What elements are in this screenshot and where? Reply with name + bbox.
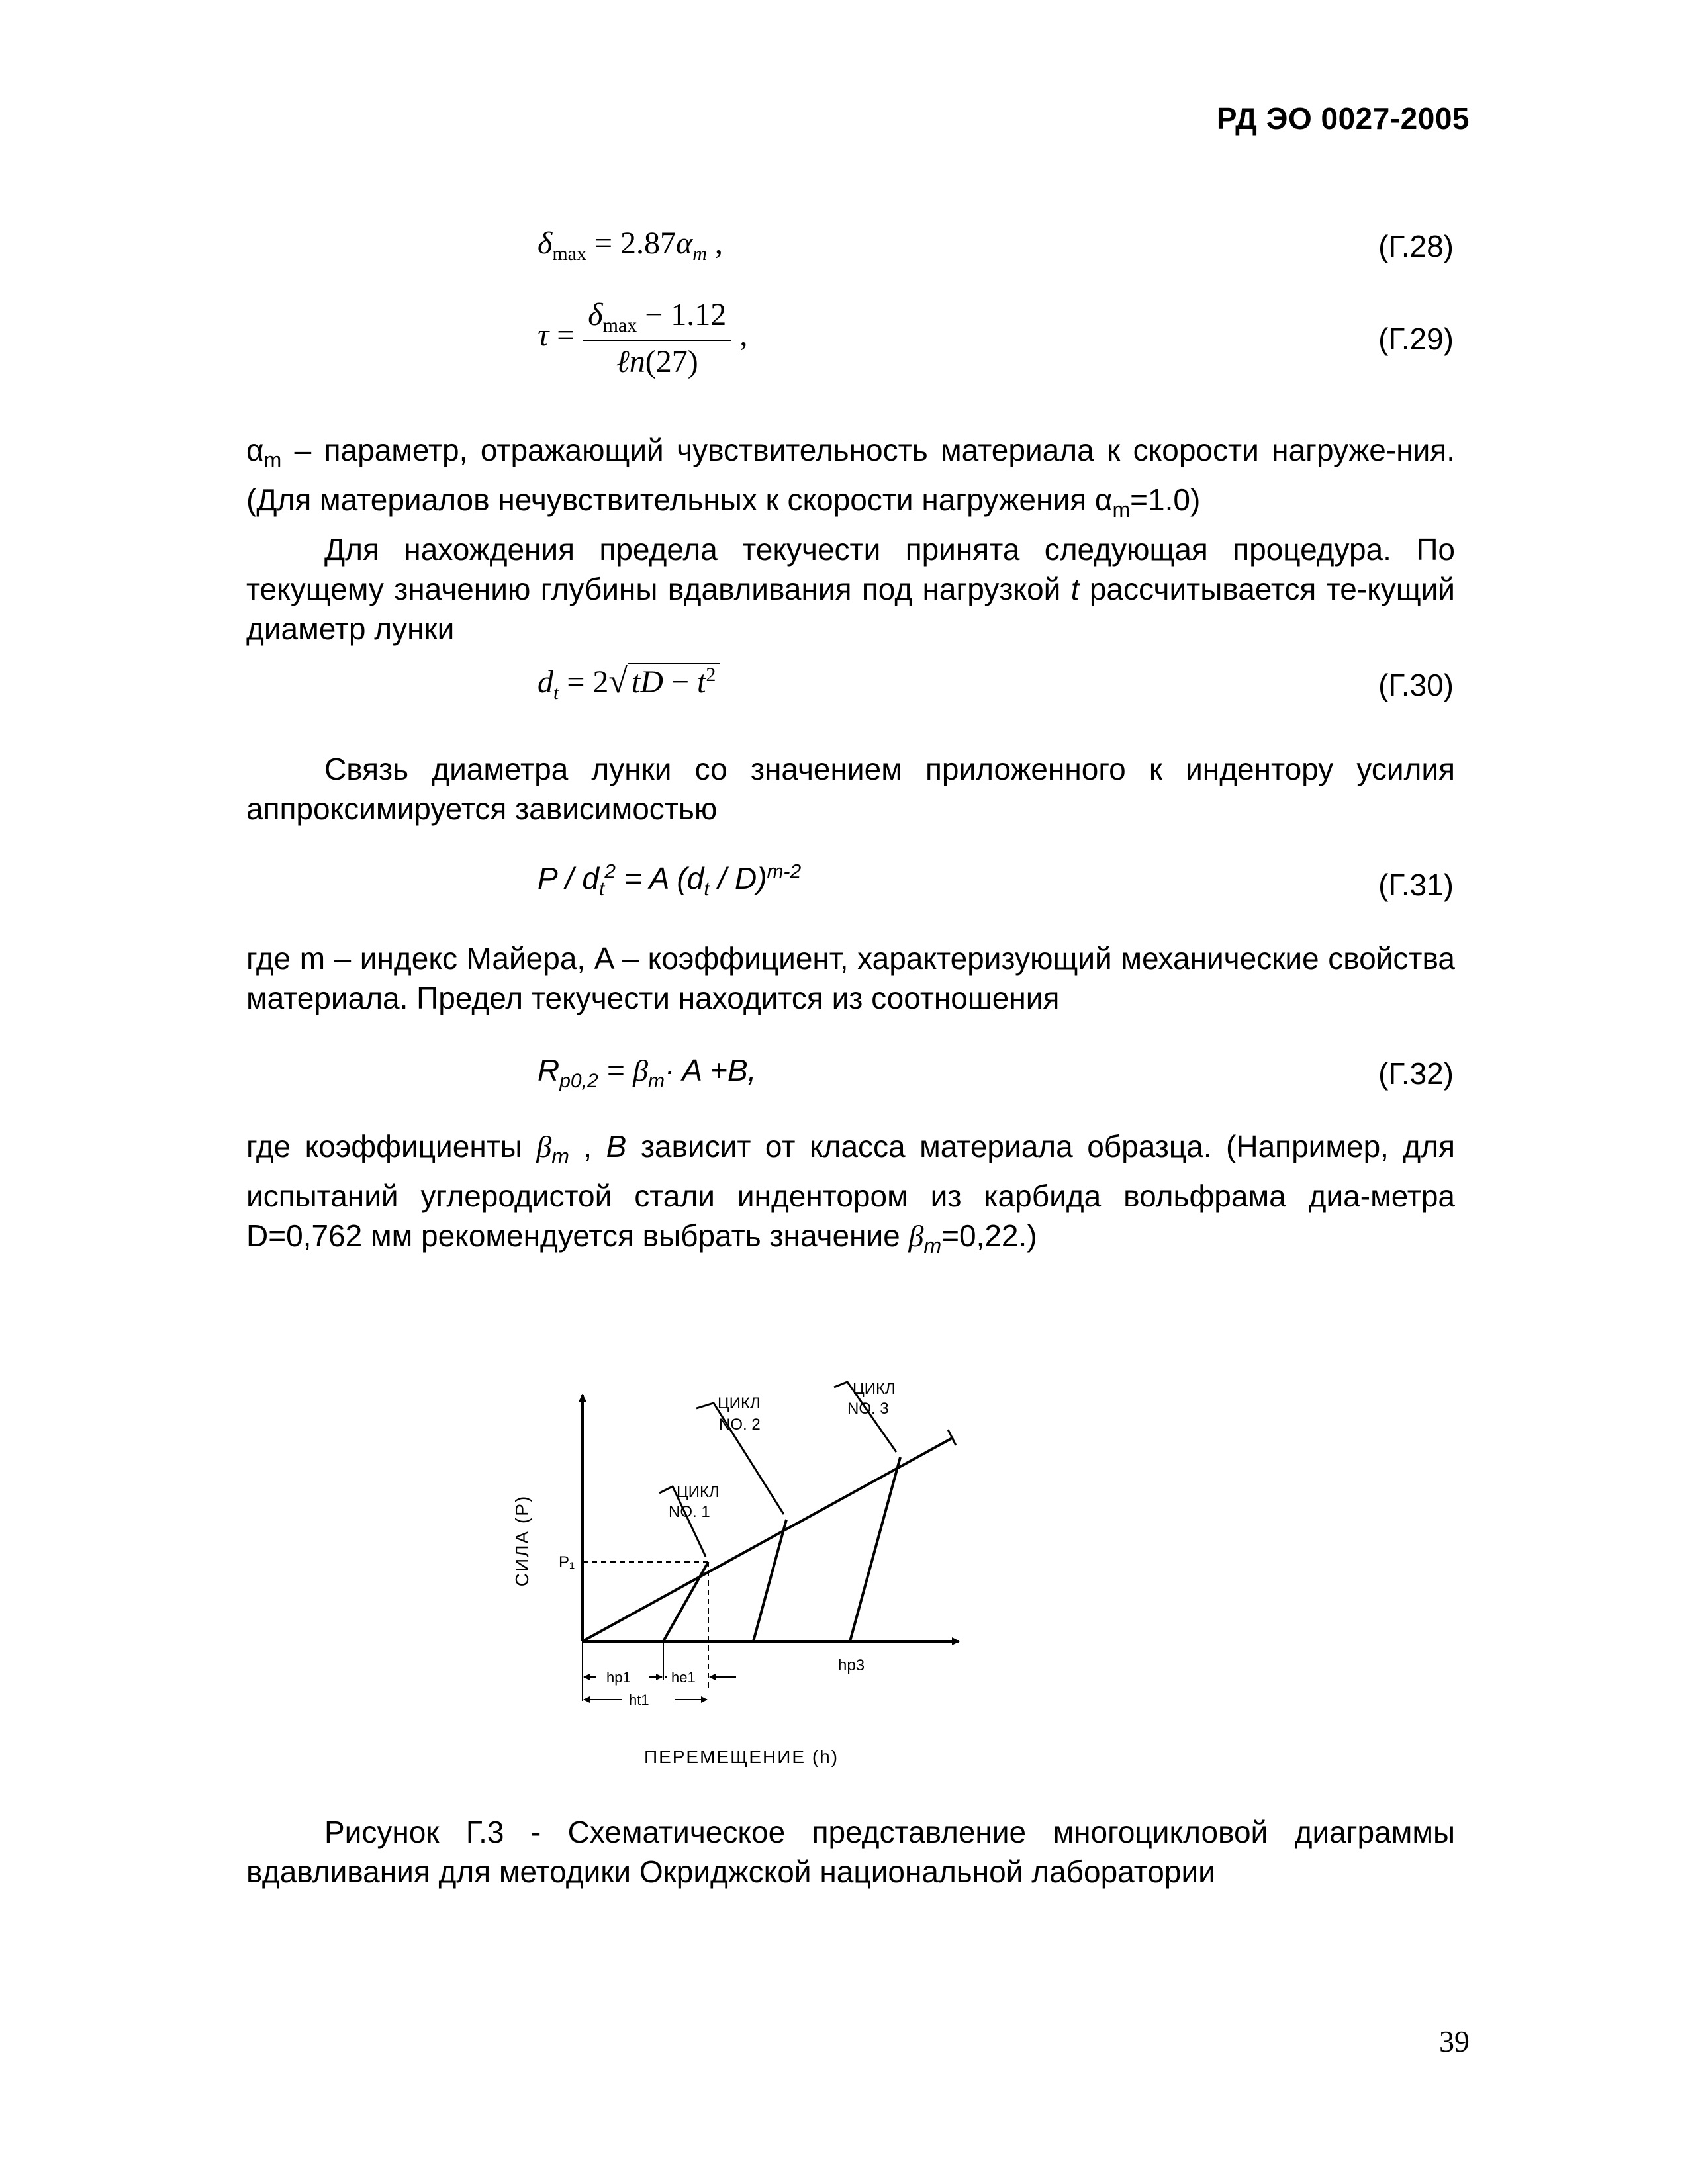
paragraph-meyer-index: где m – индекс Майера, A – коэффициент, характеризующий механические свойства материала. Предел текучести находится из соотношения <box>246 941 1455 1015</box>
formula-g30: $d_t = 2√$ tD − $t^2$ <box>538 662 720 704</box>
equation-number-g32: (Г.32) <box>1378 1056 1454 1091</box>
cycle-2-label-line-1: ЦИКЛ <box>718 1394 761 1412</box>
formula-g31: $P / d_t^2 = A$ $(d_t / D)^{m-2}$ <box>538 860 802 901</box>
ht1-label: ht1 <box>629 1692 649 1708</box>
unloading-line-cycle-3 <box>850 1457 900 1641</box>
figure-caption: Рисунок Г.3 - Схематическое представление многоцикловой диаграммы вдавливания для методики Окриджской национальной лаборатории <box>246 1815 1455 1889</box>
formula-g28: $\delta_{max} = 2.87\alpha_m$ , <box>538 226 723 265</box>
paragraph-coefficients: где коэффициенты $\beta_m$ , B зависит от класса материала образца. (Например, для испытаний углеродистой стали индентором из карбида вольфрама диа-метра D=0,762 мм рекомендуется выбрать значение $\beta_m=0,22$.) <box>246 1129 1455 1258</box>
cycle-1-label-line-1: ЦИКЛ <box>677 1483 720 1501</box>
hp1-label: hp1 <box>606 1669 631 1686</box>
equation-number-g31: (Г.31) <box>1378 868 1454 902</box>
p1-label: P₁ <box>559 1553 575 1571</box>
formula-g29: τ = $\frac{\delta_{max} - 1.12}{\text{ℓn(27)}}$ , <box>538 297 748 379</box>
cycle-3-label-line-1: ЦИКЛ <box>853 1380 896 1398</box>
hp3-label: hp3 <box>838 1657 865 1674</box>
cycle-3-label-line-2: NO. 3 <box>847 1400 889 1418</box>
equation-number-g29: (Г.29) <box>1378 322 1454 356</box>
formula-g32: $R_{p0,2} = \beta_m\cdot A +B$, <box>538 1053 757 1093</box>
formula-g29-comma: , <box>739 318 748 353</box>
page-number: 39 <box>1439 2025 1470 2058</box>
paragraph-diameter-relation: Связь диаметра лунки со значением приложенного к индентору усилия аппроксимируется зависимостью <box>246 752 1455 826</box>
cycle-2-label-line-2: NO. 2 <box>719 1416 761 1433</box>
equation-number-g28: (Г.28) <box>1378 229 1454 263</box>
equation-number-g30: (Г.30) <box>1378 668 1454 702</box>
he1-label: he1 <box>671 1669 696 1686</box>
loading-line-end-tick <box>948 1430 956 1445</box>
x-axis-label: ПЕРЕМЕЩЕНИЕ (h) <box>643 1747 839 1767</box>
y-axis-label: СИЛА (P) <box>512 1494 532 1587</box>
indentation-diagram <box>490 1377 1006 1774</box>
cycle-1-label-line-2: NO. 1 <box>669 1503 710 1521</box>
document-code: РД ЭО 0027-2005 <box>1216 101 1470 136</box>
unloading-line-cycle-1 <box>663 1562 708 1641</box>
paragraph-alpha-m: $\alpha_m$ – параметр, отражающий чувствительность материала к скорости нагруже-ния. (Для материалов нечувствительных к скорости нагружения $\alpha_m=1.0$) Для нахождения предела текучести принята следующая процедура. По текущему значению глубины вдавливания под нагрузкой t рассчитывается те-кущий диаметр лунки <box>246 433 1455 647</box>
